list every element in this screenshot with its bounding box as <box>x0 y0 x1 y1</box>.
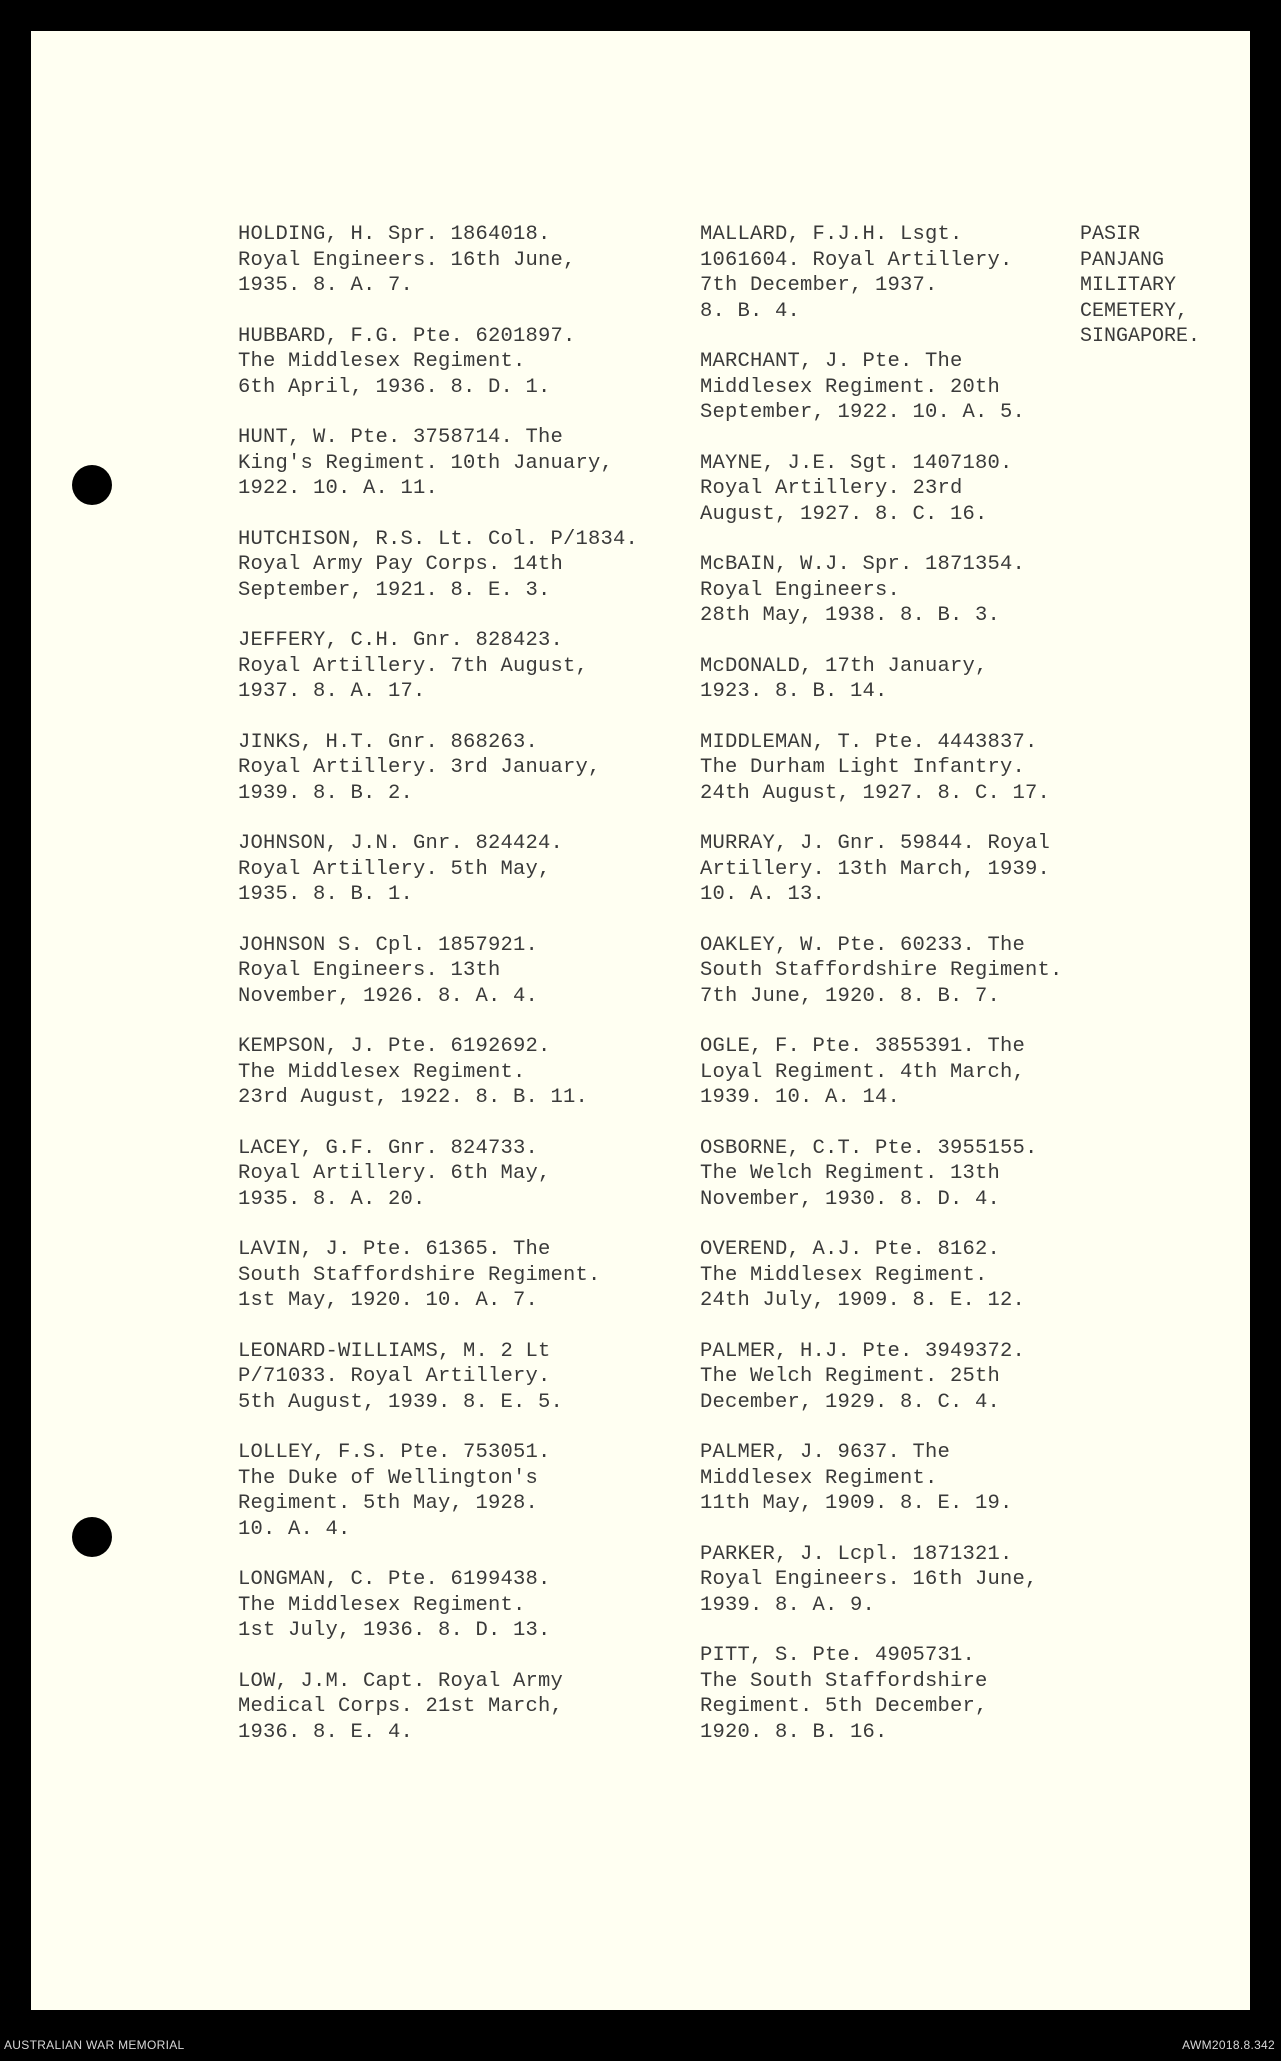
burial-entry: LOLLEY, F.S. Pte. 753051. The Duke of Wellington's Regiment. 5th May, 1928. 10. A. 4. <box>238 1441 551 1541</box>
burial-entry: KEMPSON, J. Pte. 6192692. The Middlesex Regiment. 23rd August, 1922. 8. B. 11. <box>238 1035 589 1109</box>
burial-entry: LOW, J.M. Capt. Royal Army Medical Corps. 21st March, 1936. 8. E. 4. <box>238 1669 564 1744</box>
burial-entry: OAKLEY, W. Pte. 60233. The South Staffordshire Regiment. 7th June, 1920. 8. B. 7. <box>700 933 1063 1008</box>
right-column <box>700 222 1080 1770</box>
burial-entry: MURRAY, J. Gnr. 59844. Royal Artillery. 13th March, 1939. 10. A. 13. <box>700 832 1051 906</box>
burial-entry: PALMER, J. 9637. The Middlesex Regiment. 11th May, 1909. 8. E. 19. <box>700 1441 1013 1515</box>
punch-hole <box>72 1517 112 1557</box>
burial-entry: McDONALD, 17th January, 1923. 8. B. 14. <box>700 654 988 703</box>
burial-entry: McBAIN, W.J. Spr. 1871354. Royal Engineers. 28th May, 1938. 8. B. 3. <box>700 553 1026 627</box>
burial-entry: OGLE, F. Pte. 3855391. The Loyal Regiment. 4th March, 1939. 10. A. 14. <box>700 1035 1026 1109</box>
burial-entry: PARKER, J. Lcpl. 1871321. Royal Engineers. 16th June, 1939. 8. A. 9. <box>700 1542 1038 1617</box>
burial-entry: MAYNE, J.E. Sgt. 1407180. Royal Artillery. 23rd August, 1927. 8. C. 16. <box>700 451 1013 526</box>
burial-entry: OVEREND, A.J. Pte. 8162. The Middlesex Regiment. 24th July, 1909. 8. E. 12. <box>700 1238 1026 1312</box>
footer-credit: AUSTRALIAN WAR MEMORIAL <box>4 2038 185 2052</box>
burial-entry: JEFFERY, C.H. Gnr. 828423. Royal Artillery. 7th August, 1937. 8. A. 17. <box>238 629 589 703</box>
burial-entry: PITT, S. Pte. 4905731. The South Staffordshire Regiment. 5th December, 1920. 8. B. 16. <box>700 1644 988 1744</box>
punch-hole <box>72 465 112 505</box>
burial-entry: LONGMAN, C. Pte. 6199438. The Middlesex Regiment. 1st July, 1936. 8. D. 13. <box>238 1568 551 1642</box>
burial-entry: HOLDING, H. Spr. 1864018. Royal Engineers. 16th June, 1935. 8. A. 7. <box>238 223 576 297</box>
burial-entry: HUNT, W. Pte. 3758714. The King's Regiment. 10th January, 1922. 10. A. 11. <box>238 426 614 500</box>
burial-entry: JOHNSON, J.N. Gnr. 824424. Royal Artillery. 5th May, 1935. 8. B. 1. <box>238 832 564 906</box>
burial-entry: MALLARD, F.J.H. Lsgt. 1061604. Royal Artillery. 7th December, 1937. 8. B. 4. <box>700 223 1013 323</box>
burial-entry: JINKS, H.T. Gnr. 868263. Royal Artillery. 3rd January, 1939. 8. B. 2. <box>238 730 601 805</box>
left-column <box>238 222 678 1770</box>
burial-entry: MARCHANT, J. Pte. The Middlesex Regiment. 20th September, 1922. 10. A. 5. <box>700 350 1026 424</box>
burial-entry: JOHNSON S. Cpl. 1857921. Royal Engineers. 13th November, 1926. 8. A. 4. <box>238 933 539 1008</box>
burial-entry: LACEY, G.F. Gnr. 824733. Royal Artillery. 6th May, 1935. 8. A. 20. <box>238 1136 551 1211</box>
burial-entry: LEONARD-WILLIAMS, M. 2 Lt P/71033. Royal Artillery. 5th August, 1939. 8. E. 5. <box>238 1339 564 1414</box>
burial-entry: MIDDLEMAN, T. Pte. 4443837. The Durham Light Infantry. 24th August, 1927. 8. C. 17. <box>700 730 1051 805</box>
cemetery-location: PASIR PANJANG MILITARY CEMETERY, SINGAPORE. <box>1080 223 1201 348</box>
burial-entry: LAVIN, J. Pte. 61365. The South Staffordshire Regiment. 1st May, 1920. 10. A. 7. <box>238 1238 601 1312</box>
burial-entry: PALMER, H.J. Pte. 3949372. The Welch Regiment. 25th December, 1929. 8. C. 4. <box>700 1339 1026 1414</box>
burial-entry: HUTCHISON, R.S. Lt. Col. P/1834. Royal Army Pay Corps. 14th September, 1921. 8. E. 3. <box>238 527 639 602</box>
burial-entry: OSBORNE, C.T. Pte. 3955155. The Welch Regiment. 13th November, 1930. 8. D. 4. <box>700 1136 1038 1211</box>
burial-entry: HUBBARD, F.G. Pte. 6201897. The Middlesex Regiment. 6th April, 1936. 8. D. 1. <box>238 324 576 399</box>
footer-accession-number: AWM2018.8.342 <box>1182 2038 1275 2052</box>
